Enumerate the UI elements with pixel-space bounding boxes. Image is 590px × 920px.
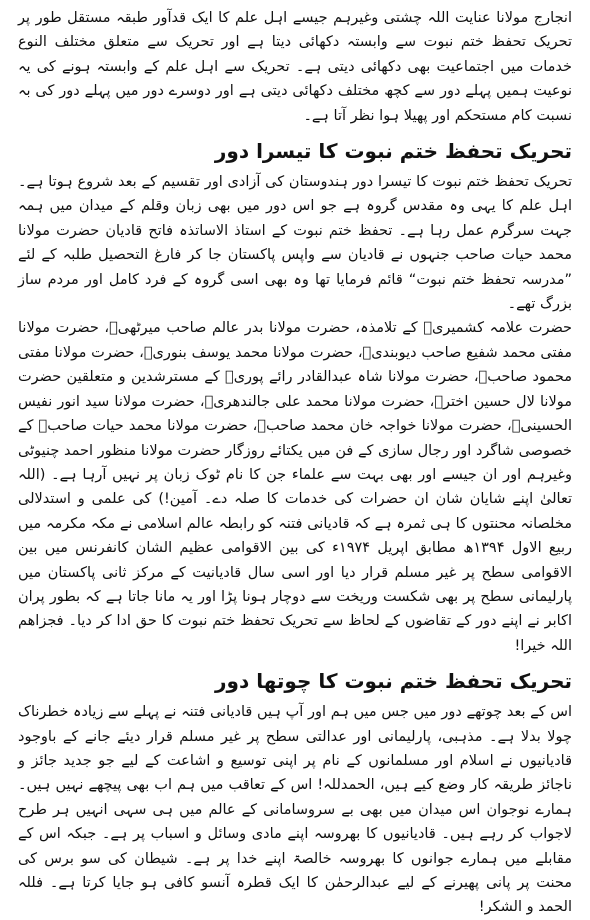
- fourth-era-paragraph-1: اس کے بعد چوتھے دور میں جس میں ہم اور آپ ہیں قادیانی فتنہ نے پہلے سے زیادہ خطرناک چولا بدلا ہے۔ مذہبی، پارلیمانی اور عدالتی سطح پر غیر مسلم قرار دیئے جانے کے باوجود قادیانیوں نے اسلام اور مسلمانوں کے نام پر اپنی توسیع و اشاعت کے لیے جو جدید جائز و ناجائز طریقہ کار وضع کیے ہیں، الحمدللہ! اس کے تعاقب میں ہم اب بھی پیچھے نہیں ہیں۔ ہمارے نوجوان اس میدان میں بھی بے سروسامانی کے عالم میں ہی سہی انہیں ہر طرح لاجواب کر رہے ہیں۔ قادیانیوں کا بھروسہ اپنے مادی وسائل و اسباب پر ہے۔ جبکہ اس کے مقابلے میں ہمارے جوانوں کا بھروسہ خالصۃ اپنے خدا پر ہے۔ شیطان کی سو برس کی محنت پر پانی پھیرنے کے لیے عبدالرحمٰن کا ایک قطرہ آنسو کافی ہو جایا کرتا ہے۔ فللہ الحمد و الشکر!: [18, 704, 572, 916]
- section-heading-third-era: تحریک تحفظ ختم نبوت کا تیسرا دور: [214, 139, 572, 164]
- intro-paragraph: انجارج مولانا عنایت اللہ چشتی وغیرہم جیسے اہل علم کا ایک قدآور طبقہ مستقل طور پر تحریک تحفظ ختم نبوت سے وابستہ دکھائی دیتا ہے اور تحریک سے متعلق مختلف النوع خدمات میں اجتماعیت بھی دکھائی دیتی ہے۔ تحریک سے اہل علم کے وابستہ ہونے کی یہ نوعیت ہمیں پہلے دور سے کچھ مختلف دکھائی دیتی ہے اور دوسرے دور میں پہلے دور کی بہ نسبت کام مستحکم اور پھیلا ہوا نظر آتا ہے۔: [18, 10, 572, 124]
- third-era-paragraph-2: حضرت علامہ کشمیریؒ کے تلامذہ، حضرت مولانا بدر عالم صاحب میرٹھیؒ، حضرت مولانا مفتی محمد شفیع صاحب دیوبندیؒ، حضرت مولانا محمد یوسف بنوریؒ، حضرت مولانا مفتی محمود صاحبؒ، حضرت مولانا شاہ عبدالقادر رائے پوریؒ کے مسترشدین و متعلقین حضرت مولانا لال حسین اخترؒ، حضرت مولانا محمد علی جالندھریؒ، حضرت مولانا سید انور نفیس الحسینیؒ، حضرت مولانا خواجہ خان محمد صاحبؒ، حضرت مولانا محمد حیات صاحبؒ کے خصوصی شاگرد اور رجال سازی کے فن میں یکتائے روزگار حضرت مولانا منظور احمد چنیوٹی وغیرہم اور ان جیسے اور بھی بہت سے علماء جن کا نام ٹوک زبان پر نہیں آرہا ہے۔ (اللہ تعالیٰ اپنے شایان شان ان حضرات کی خدمات کا صلہ دے۔ آمین!) کی علمی و استدلالی مخلصانہ محنتوں کا ہی ثمرہ ہے کہ قادیانی فتنہ کو رابطہ عالم اسلامی نے مکہ مکرمہ میں ربیع الاول ۱۳۹۴ھ مطابق اپریل ۱۹۷۴ء کی بین الاقوامی عظیم الشان کانفرنس میں بین الاقوامی سطح پر غیر مسلم قرار دیا اور اسی سال قادیانیت کے مرکز ثانی پاکستان میں پارلیمانی سطح پر بھی شکست وریخت سے دوچار ہونا پڑا اور یہ مانا جاتا ہے کہ بطور پران اکابر نے اپنے دور کے تقاضوں کے لحاظ سے تحریک تحفظ ختم نبوت کا حق ادا کر دیا۔ فجزاھم اللہ خیرا!: [18, 320, 573, 654]
- section-heading-fourth-era: تحریک تحفظ ختم نبوت کا چوتھا دور: [215, 669, 572, 694]
- third-era-paragraph-1: تحریک تحفظ ختم نبوت کا تیسرا دور ہندوستان کی آزادی اور تقسیم کے بعد شروع ہوتا ہے۔ اہل علم کا یہی وہ مقدس گروہ ہے جو اس دور میں بھی زبان وقلم کے میدان میں ہمہ جہت سرگرم عمل رہا ہے۔ تحفظ ختم نبوت کے استاذ الاساتذہ فاتح قادیان حضرت مولانا محمد حیات صاحب جنہوں نے قادیان سے واپس پاکستان جا کر فارغ التحصیل طلبہ کے لئے ”مدرسہ تحفظ ختم نبوت“ قائم فرمایا تھا وہ بھی اسی گروہ کے فرد کامل اور مردم ساز بزرگ تھے۔: [18, 174, 572, 313]
